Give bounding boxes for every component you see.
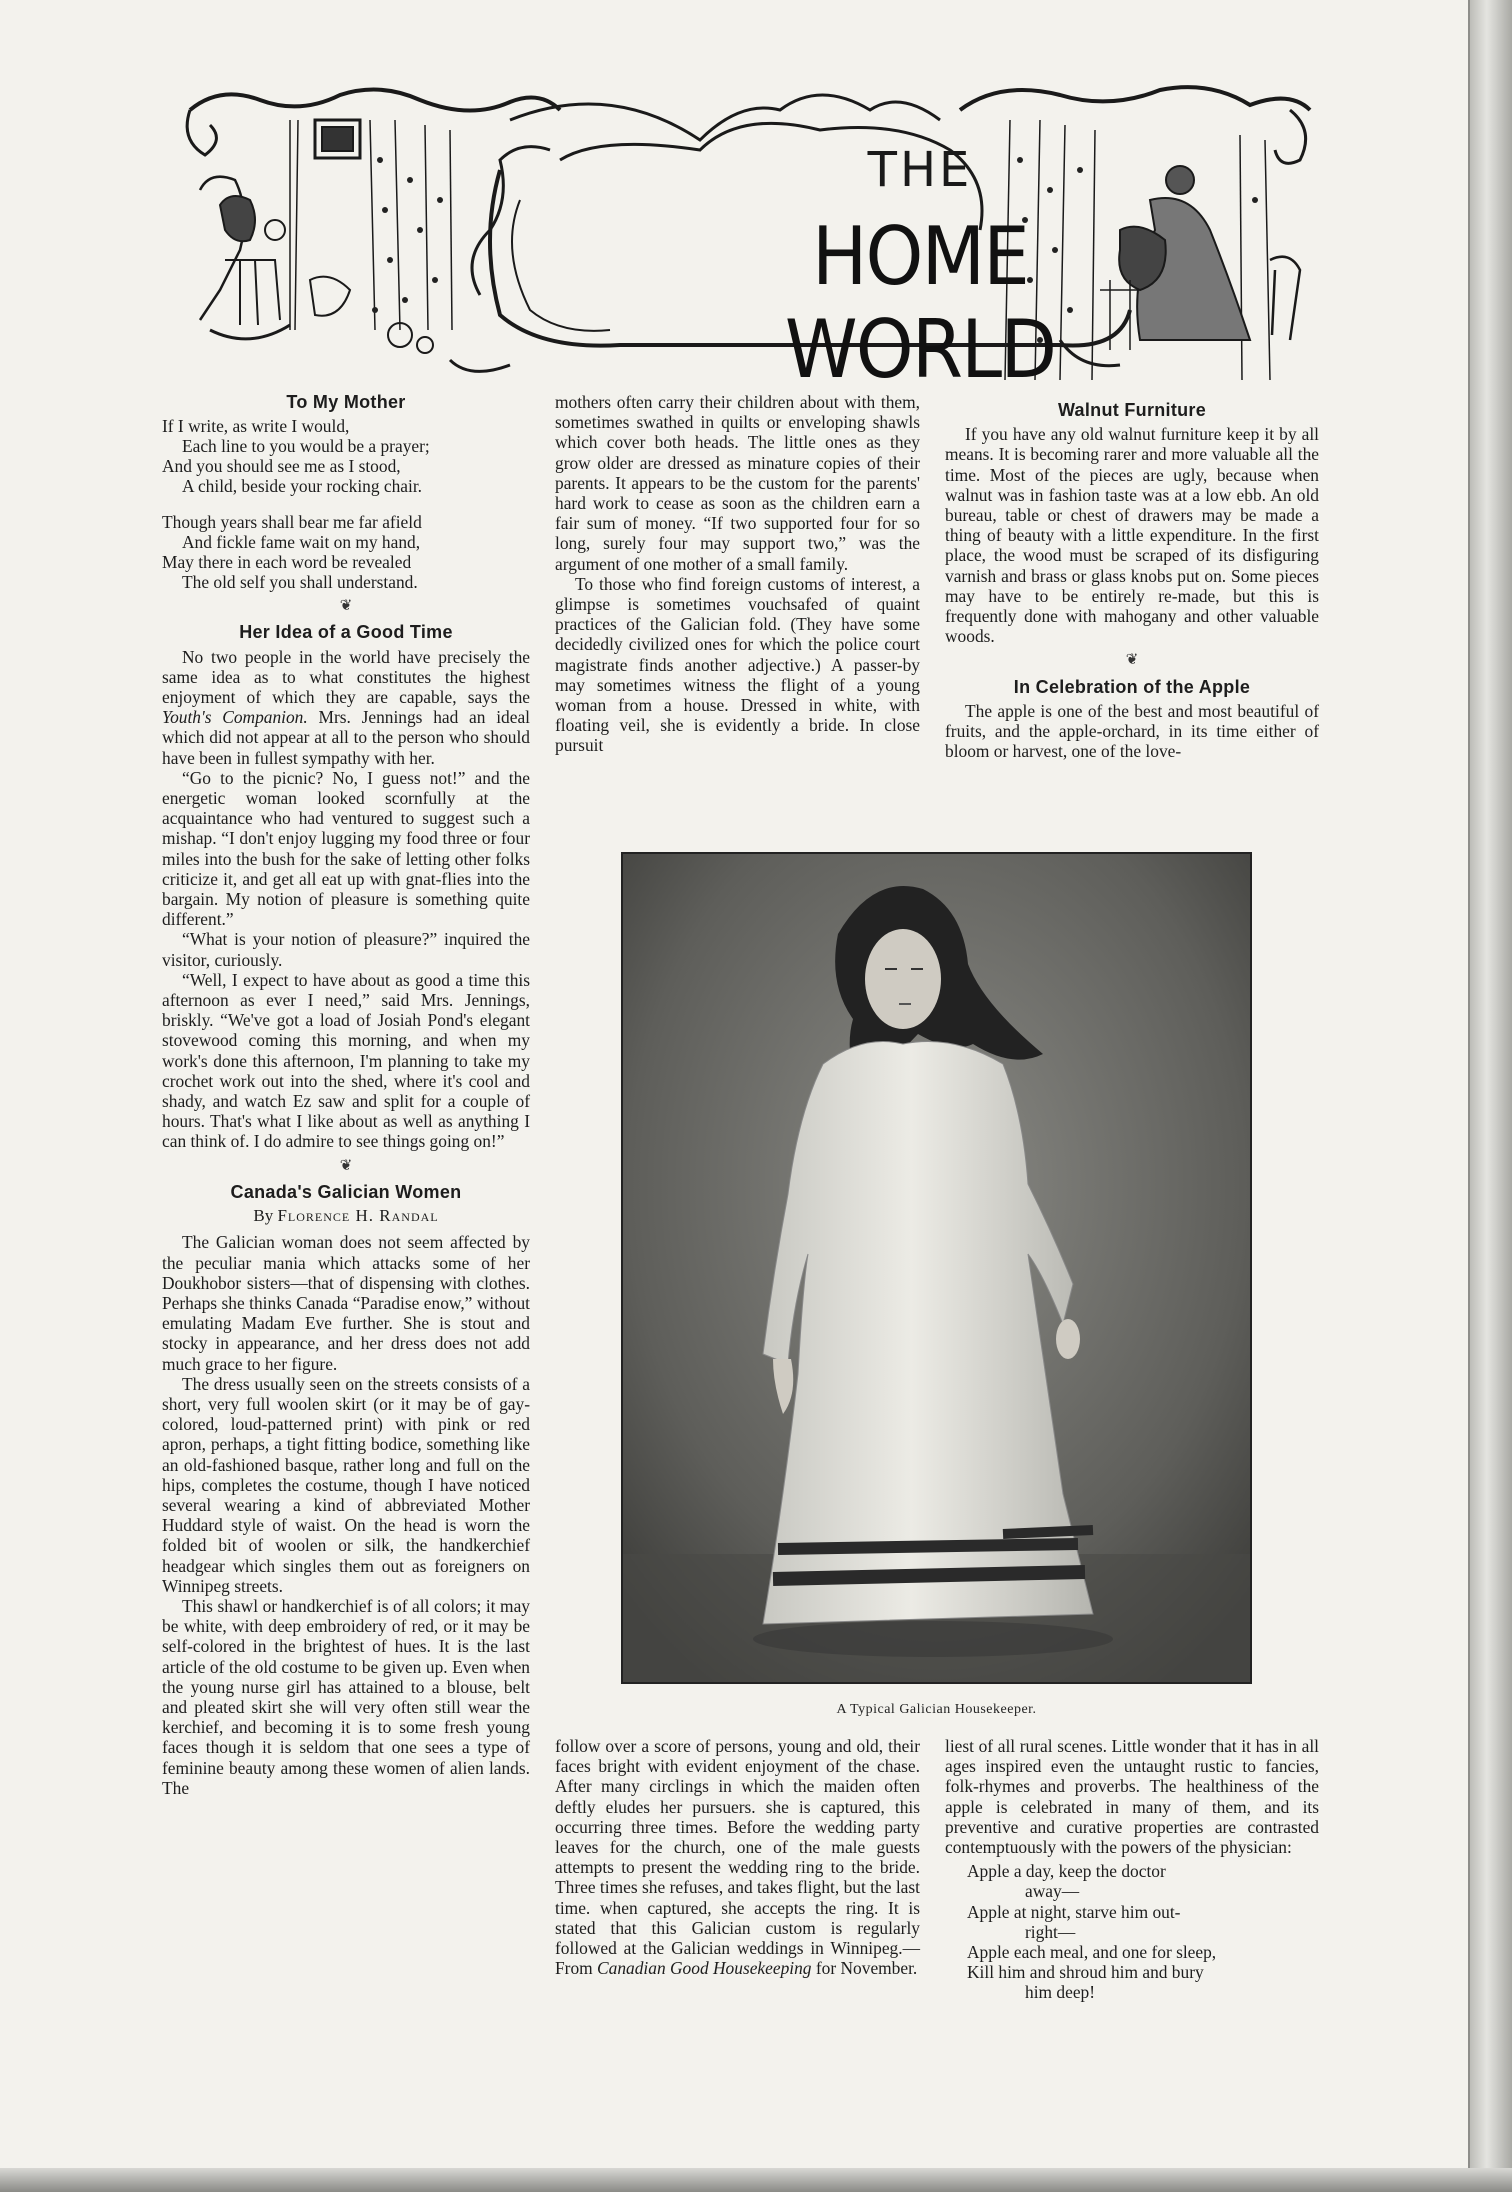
poem-line: May there in each word be revealed: [162, 552, 412, 573]
poem-line: Each line to you would be a prayer;: [182, 436, 430, 457]
paragraph: “Well, I expect to have about as good a time this afternoon as ever I need,” said Mrs. Jennings, briskly. “We've got a load of Josiah Pond's elegant stovewood coming this morning, and when my work's done this afternoon, I'm planning to take my crochet work out into the shed, where it's cool and shady, and watch Ez saw and split for a couple of hours. That's what I like about as well as anything I can think of. I do admire to see things going on!”: [162, 969, 530, 1152]
paragraph: The dress usually seen on the streets consists of a short, very full woolen skirt (or it may be of gay-colored, loud-patterned print) with pink or red apron, perhaps, a tight fitting bodice, something like an old-fashioned basque, rather long and full on the hips, completes the costume, though I have noticed several wearing a kind of abbreviated Mother Huddard style of waist. On the head is worn the folded bit of woolen or silk, the handkerchief headgear which singles them out as foreigners on Winnipeg streets.: [162, 1373, 530, 1596]
photograph-galician-housekeeper: [621, 852, 1252, 1684]
masthead: [180, 80, 1320, 395]
rhyme-line: away—: [1025, 1881, 1080, 1902]
masthead-the: THE: [867, 142, 973, 198]
article-heading-good-time: Her Idea of a Good Time: [239, 622, 453, 643]
paragraph: liest of all rural scenes. Little wonder that it has in all ages inspired even the untaught rustic to fancies, folk-rhymes and proverbs. The healthiness of the apple is celebrated in many of them, and its preventive and curative properties are contrasted contemptuously with the powers of the physician:: [945, 1736, 1319, 1858]
poem-line: The old self you shall understand.: [182, 572, 418, 593]
paragraph: No two people in the world have precisely the same idea as to what constitutes the highest enjoyment of which they are capable, says the Youth's Companion. Mrs. Jennings had an ideal which did not appear at all to the person who should have been in fullest sympathy with her.: [162, 646, 530, 768]
poem-line: If I write, as write I would,: [162, 416, 350, 437]
poem-line: Though years shall bear me far afield: [162, 512, 422, 533]
column-2-bottom: [555, 1736, 920, 1978]
rhyme-line: right—: [1025, 1921, 1076, 1942]
poem-title: To My Mother: [286, 392, 406, 412]
poem-line: And fickle fame wait on my hand,: [182, 532, 421, 553]
ornament-icon: ❦: [1125, 652, 1139, 669]
article-heading-walnut: Walnut Furniture: [1057, 400, 1207, 420]
paragraph: follow over a score of persons, young and old, their faces bright with evident enjoyment of the chase. After many circlings in which the maiden often deftly eludes her pursuers. she is captured, this occurring three times. Before the wedding party leaves for the church, one of the male guests attempts to present the wedding ring to the bride. Three times she refuses, and takes flight, but the last time. when captured, she accepts the ring. It is stated that this Galician custom is regularly followed at the Galician weddings in Winnipeg.—From Canadian Good Housekeeping for November.: [555, 1736, 920, 1979]
paragraph: To those who find foreign customs of interest, a glimpse is sometimes vouchsafed of quaint practices of the Galician fold. (They have some decidedly civilized ones for which the police court magistrate finds another adjective.) A passer-by may sometimes witness the flight of a young woman from a house. Dressed in white, with floating veil, she is evidently a bride. In close pursuit: [555, 573, 920, 756]
poem-line: And you should see me as I stood,: [162, 456, 401, 477]
poem-to-my-mother: [162, 416, 530, 592]
rhyme-line: Apple each meal, and one for sleep,: [967, 1942, 1217, 1963]
paragraph: This shawl or handkerchief is of all colors; it may be white, with deep embroidery of red, or it may be self-colored in the brightest of hues. It is the last article of the old costume to be given up. Even when the young nurse girl has attained to a blouse, belt and pleated skirt she will very often still wear the kerchief, and becoming it is to some fresh young faces though it is seldom that one sees a type of feminine beauty among these women of alien lands. The: [162, 1595, 530, 1798]
article-heading-apple: In Celebration of the Apple: [1013, 676, 1251, 697]
rhyme-line: Kill him and shroud him and bury: [967, 1962, 1204, 1983]
masthead-title: HOME WORLD: [784, 210, 1056, 396]
paragraph: “Go to the picnic? No, I guess not!” and the energetic woman looked scornfully at the acquaintance who had ventured to suggest such a mishap. “I don't enjoy lugging my food three or four miles into the bush for the sake of letting other folks criticize it, and get all eat up with gnat-flies into the bargain. My notion of pleasure is something quite different.”: [162, 767, 530, 930]
page-bottom-edge: [0, 2168, 1512, 2192]
ornament-icon: ❦: [339, 1157, 353, 1174]
rhyme-line: Apple a day, keep the doctor: [967, 1861, 1166, 1882]
rhyme-line: Apple at night, starve him out-: [967, 1901, 1181, 1922]
column-3-top: [945, 400, 1319, 761]
poem-line: A child, beside your rocking chair.: [182, 476, 423, 497]
article-heading-galician-women: Canada's Galician Women: [230, 1181, 462, 1202]
column-2-top: [555, 392, 920, 756]
paragraph: The apple is one of the best and most beautiful of fruits, and the apple-orchard, in its time either of bloom or harvest, one of the love-: [945, 700, 1319, 762]
apple-rhyme: [945, 1861, 1319, 2002]
paragraph: If you have any old walnut furniture keep it by all means. It is becoming rarer and more valuable all the time. Most of the pieces are ugly, because when walnut was in fashion taste was at a low ebb. An old bureau, table or chest of drawers may be made a thing of beauty with a little expenditure. In the first place, the wood must be scraped of its disfiguring varnish and brass or glass knobs put on. Some pieces may have to be entirely re-made, but this is frequently done with mahogany and other valuable woods.: [945, 424, 1319, 647]
ornament-icon: ❦: [339, 598, 353, 615]
page-edge: [1470, 0, 1512, 2192]
byline: By Florence H. Randal: [253, 1206, 439, 1226]
column-3-bottom: [945, 1736, 1319, 2003]
paragraph: mothers often carry their children about with them, sometimes swathed in quilts or enveloping shawls which cover both heads. The little ones as they grow older are dressed as minature copies of their parents. It appears to be the custom for the parents' hard work to cease as soon as the children earn a fair sum of money. “If two supported four for so long, surely four may support two,” was the argument of one mother of a small family.: [555, 392, 920, 574]
column-1: [162, 392, 530, 1798]
rhyme-line: him deep!: [1025, 1982, 1096, 2003]
photo-caption: A Typical Galician Housekeeper.: [836, 1702, 1037, 1717]
paragraph: The Galician woman does not seem affected by the peculiar mania which attacks some of her Doukhobor sisters—that of dispensing with clothes. Perhaps she thinks Canada “Paradise enow,” without emulating Madam Eve further. She is stout and stocky in appearance, and her dress does not add much grace to her figure.: [162, 1232, 530, 1374]
paragraph: “What is your notion of pleasure?” inquired the visitor, curiously.: [162, 929, 530, 970]
